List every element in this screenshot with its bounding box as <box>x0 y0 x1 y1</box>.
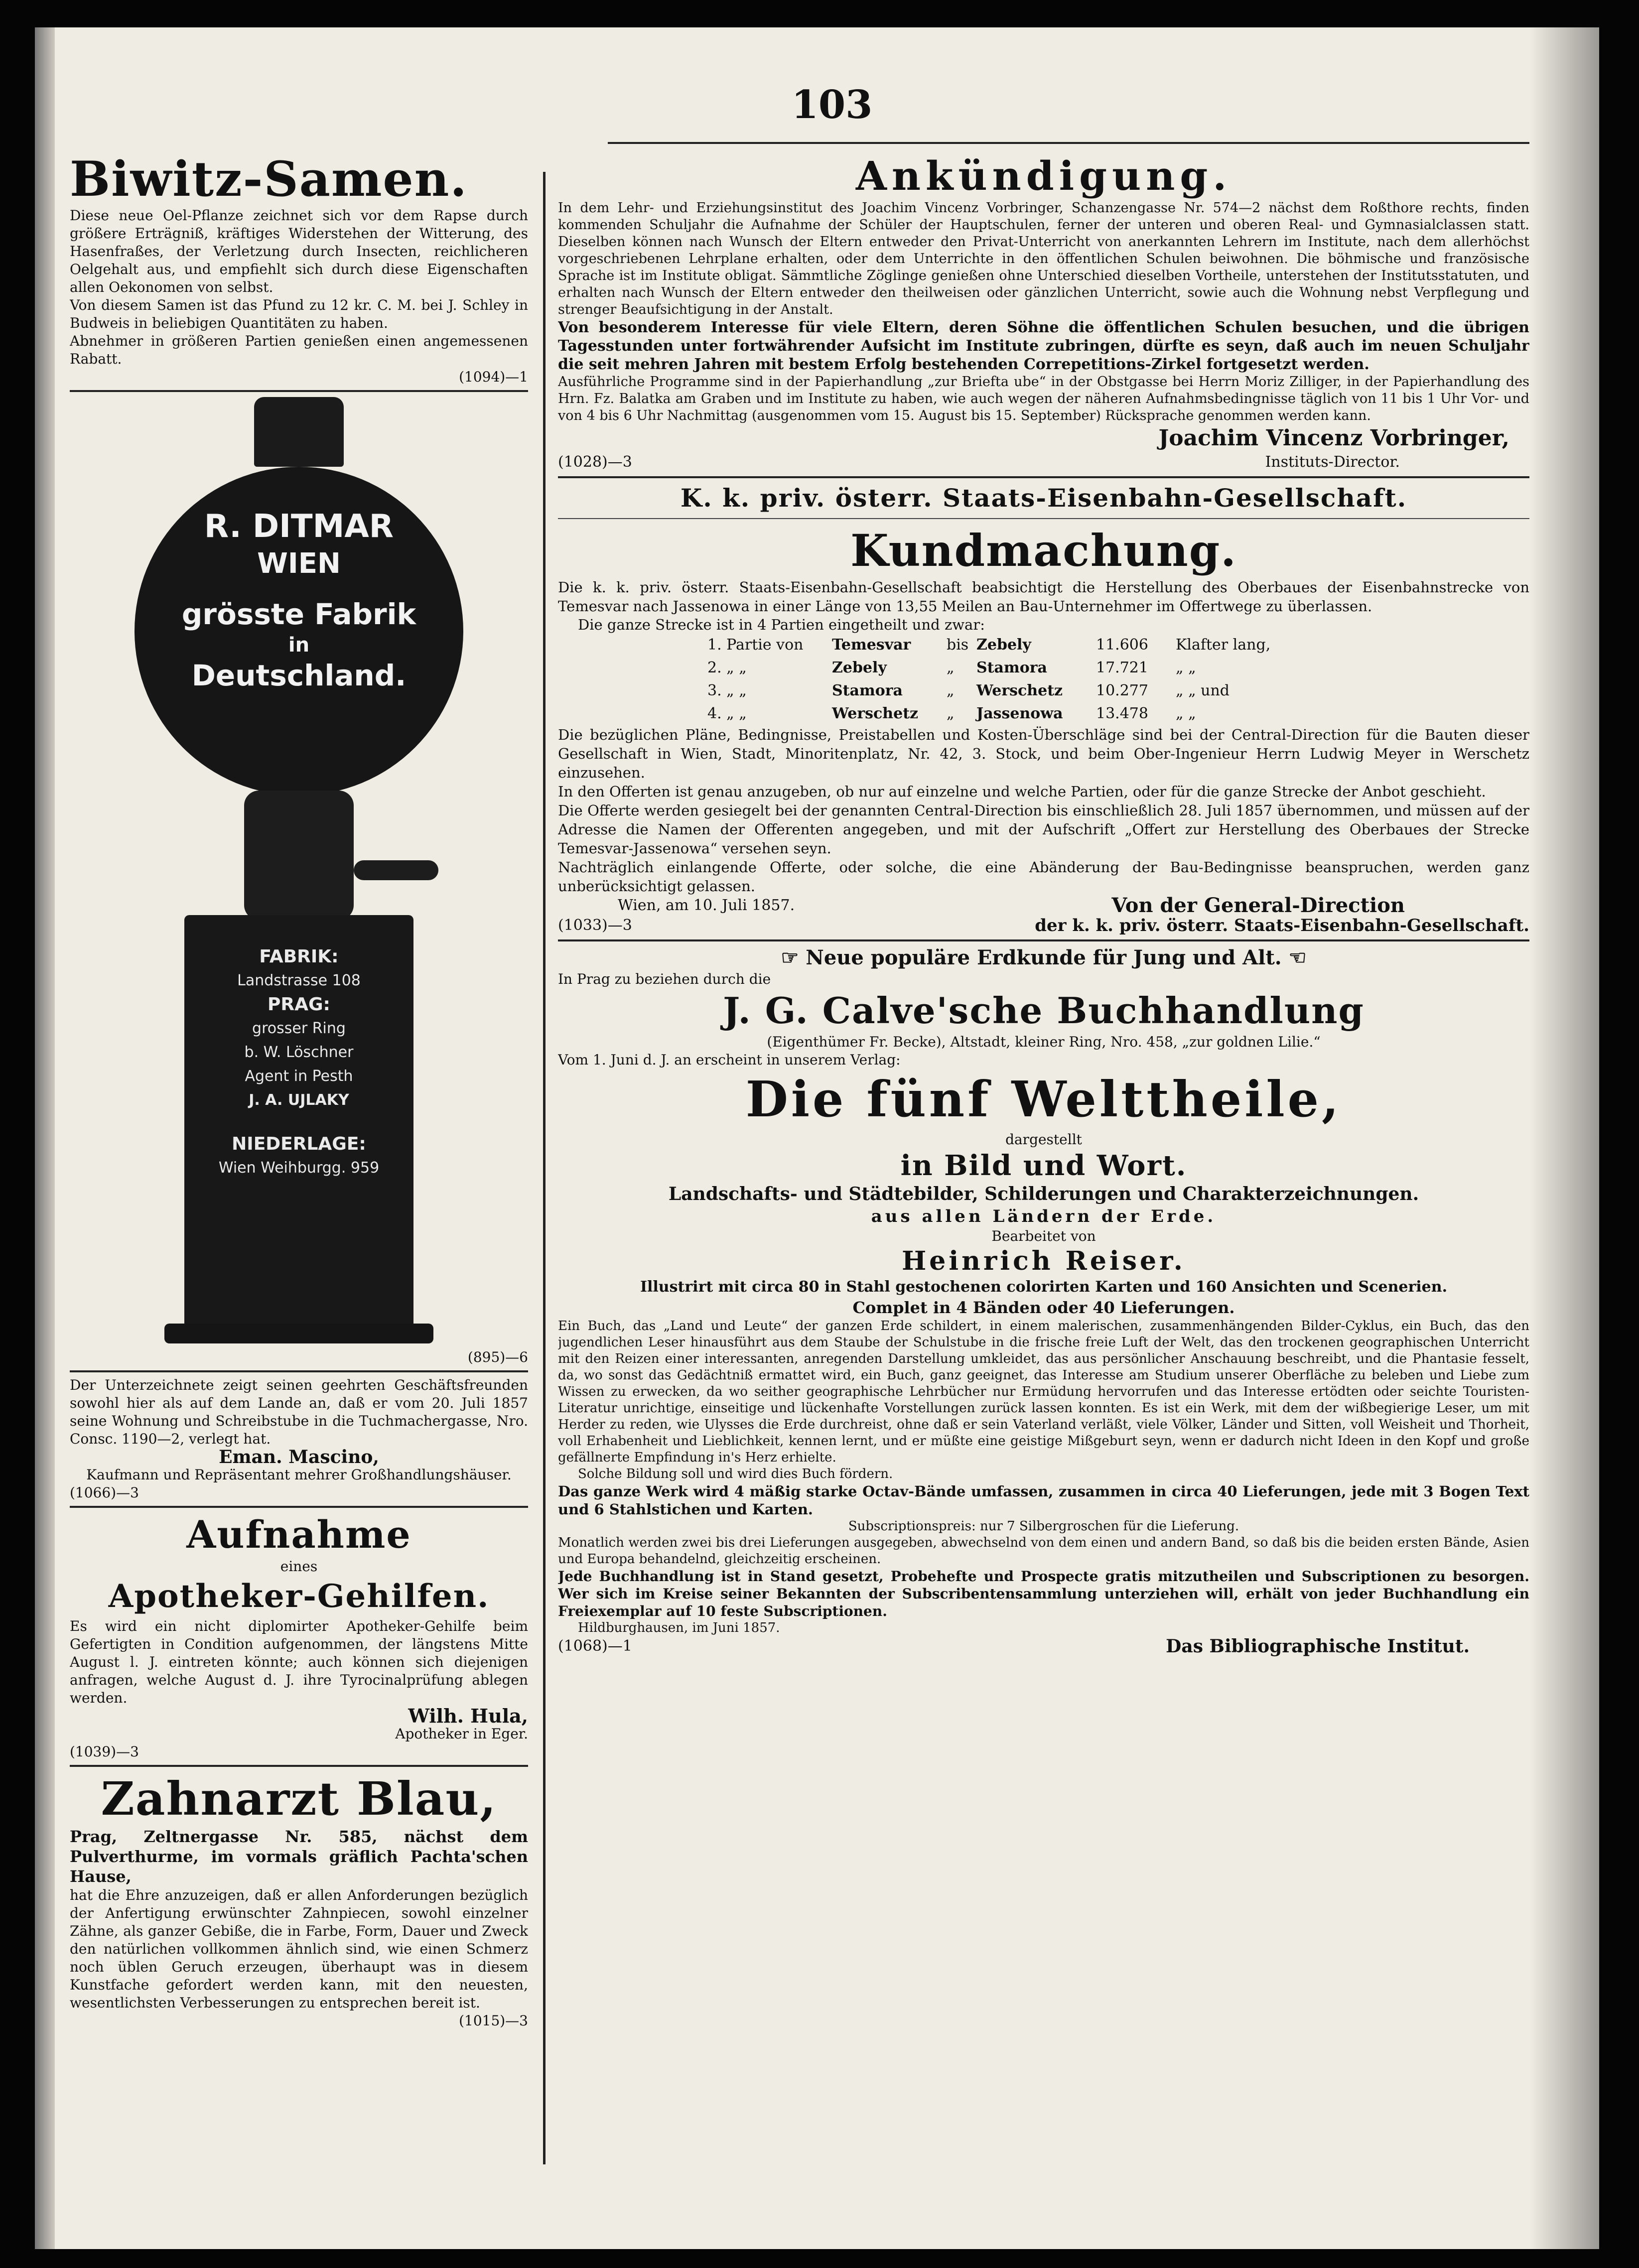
base-line: grosser Ring <box>252 1020 346 1037</box>
table-row <box>707 634 1355 657</box>
erdkunde-complet: Complet in 4 Bänden oder 40 Lieferungen. <box>852 1298 1235 1317</box>
eisenbahn-p4: Nachträglich einlangende Offerte, oder solche, die eine Abänderung der Bau-Bedingnisse beanspruchen, werden ganz unberücksichtigt gelassen. <box>558 859 1529 895</box>
ankuendigung-body3: Ausführliche Programme sind in der Papierhandlung „zur Briefta ube“ in der Obstgasse bei Herrn Moriz Zilliger, in der Papierhandlung des Hrn. Fz. Balatka am Graben und im Institute zu haben, wie auch wegen der näheren Aufnahmsbedingnisse täglich von 11 bis 1 Uhr Vor- und von 4 bis 6 Uhr Nachmittag (ausgenommen vom 15. August bis 15. September) Rücksprache genommen werden kann. <box>558 374 1529 423</box>
mascino-advert <box>70 1376 528 1508</box>
table-cell: Zebely <box>976 636 1031 654</box>
base-line: NIEDERLAGE: <box>232 1134 366 1154</box>
apotheker-eines: eines <box>280 1558 318 1575</box>
table-cell: Jassenowa <box>976 705 1063 722</box>
ankuendigung-body: In dem Lehr- und Erziehungsinstitut des Joachim Vincenz Vorbringer, Schanzengasse Nr. 574—2 nächst dem Roßthore rechts, finden kommenden Schuljahr die Aufnahme der Schüler der Hauptschulen, ferner der unteren und oberen Real- und Gymnasialclassen statt. Dieselben können nach Wunsch der Eltern entweder den Privat-Unterricht von anerkannten Lehrern im Institute, nach dem allerhöchst vorgeschriebenen Lehrplane erhalten, oder dem Unterrichte in den öffentlichen Schulen beiwohnen. Die böhmische und französische Sprache ist im Institute obligat. Sämmtliche Zöglinge genießen ohne Unterschied dieselben Vortheile, unterstehen der Institutsstatuten, und erhalten nach Wunsch der Eltern entweder den theilweisen oder gänzlichen Unterricht, sowie auch die Wohnung nebst Verpflegung und strenger Beaufsichtigung in der Anstalt. <box>558 200 1529 317</box>
pointing-hand-icon: ☜ <box>1281 946 1307 969</box>
ankuendigung-ref: (1028)—3 <box>558 453 632 471</box>
eisenbahn-intro: Die k. k. priv. österr. Staats-Eisenbahn-Gesellschaft beabsichtigt die Herstellung des Oberbaues der Eisenbahnstrecke von Temesvar nach Jassenowa in einer Länge von 13,55 Meilen an Bau-Unternehmer im Offertwege zu überlassen. <box>558 579 1529 615</box>
ditmar-stove-illustration <box>125 397 473 1343</box>
table-cell: Werschetz <box>832 705 919 722</box>
divider <box>558 939 1529 941</box>
right-column <box>558 152 1529 1656</box>
ankuendigung-footer <box>558 452 1529 472</box>
page-fold-shadow <box>1529 27 1599 2249</box>
stove-foot <box>164 1324 433 1343</box>
eisenbahn-footer <box>558 916 1529 935</box>
biwitz-note: Abnehmer in größeren Partien genießen einen angemessenen Rabatt. <box>70 333 528 367</box>
mascino-role: Kaufmann und Repräsentant mehrer Großhandlungshäuser. <box>86 1467 512 1483</box>
erdkunde-bearbeitet: Bearbeitet von <box>991 1228 1096 1244</box>
erdkunde-body: Ein Buch, das „Land und Leute“ der ganzen Erde schildert, in einem malerischen, zusammenhängenden Bilder-Cyklus, ein Buch, das den jugendlichen Leser hinausführt aus dem Staube der Schulstube in die frische freie Luft der Welt, das den trockenen geographischen Unterricht mit den Reizen einer interessanten, anregenden Darstellung umkleidet, das aus persönlicher Anschauung beschreibt, und die Phantasie fesselt, da, wo sonst das Gedächtniß ermattet wird, ein Buch, ganz geeignet, das Interesse am Studium unserer Oberfläche zu beleben und Liebe zum Wissen zu erwecken, da wo seither geographische Lehrbücher nur Ermüdung hervorrufen und das Interesse ertödten oder seichte Touristen-Literatur unrichtige, einseitige und lückenhafte Vorstellungen zurück lassen konnten. Es ist ein Werk, mit dem der wißbegierige Leser, um mit Herder zu reden, wie Ulysses die Erde durchreist, ohne daß er sein Vaterland verläßt, viele Völker, Länder und Sitten, voll Weisheit und Thorheit, voll Erhabenheit und Lieblichkeit, kennen lernt, und er müßte eine geistige Mißgeburt seyn, wenn er dadurch nicht Ideen in den Kopf und große gefällnerte Empfindung in's Herz erhielte. <box>558 1319 1529 1465</box>
apotheker-name: Wilh. Hula, <box>408 1705 528 1727</box>
stove-tap <box>354 860 438 880</box>
disk-line: WIEN <box>257 547 341 580</box>
table-row <box>707 702 1355 725</box>
mascino-body: Der Unterzeichnete zeigt seinen geehrten Geschäftsfreunden sowohl hier als auf dem Lande an, daß er vom 20. Juli 1857 seine Wohnung und Schreibstube in die Tuchmachergasse, Nro. Consc. 1190—2, verlegt hat. <box>70 1377 528 1447</box>
divider <box>558 476 1529 478</box>
binding-gutter <box>35 27 55 2249</box>
erdkunde-illus: Illustrirt mit circa 80 in Stahl gestochenen colorirten Karten und 160 Ansichten und Scenerien. <box>640 1278 1448 1296</box>
table-cell: 13.478 <box>1096 705 1148 722</box>
left-column <box>70 152 528 2030</box>
partien-table <box>558 634 1355 725</box>
table-cell: 3. „ „ <box>707 682 747 699</box>
table-cell: 1. Partie von <box>707 636 804 654</box>
table-cell: „ <box>947 682 955 699</box>
disk-line: Deutschland. <box>191 658 407 692</box>
erdkunde-p5: Monatlich werden zwei bis drei Lieferungen ausgegeben, abwechselnd von dem einen und andern Band, so daß bis die beiden ersten Bände, Asien und Europa behandelnd, gleichzeitig erscheinen. <box>558 1535 1529 1567</box>
eisenbahn-p2: In den Offerten ist genau anzugeben, ob nur auf einzelne und welche Partien, oder für die ganze Strecke der Anbot geschieht. <box>558 783 1486 800</box>
table-cell: Werschetz <box>976 682 1063 699</box>
apotheker-place: Apotheker in Eger. <box>395 1726 528 1742</box>
erdkunde-head: Neue populäre Erdkunde für Jung und Alt. <box>806 946 1282 969</box>
eisenbahn-from1: Von der General-Direction <box>1111 894 1405 917</box>
stove-disk <box>135 467 463 796</box>
table-cell: 17.721 <box>1096 659 1148 676</box>
base-line: Agent in Pesth <box>245 1067 353 1085</box>
biwitz-body: Diese neue Oel-Pflanze zeichnet sich vor dem Rapse durch größere Erträgniß, kräftiges Widerstehen der Witterung, des Hasenfraßes, der Verletzung durch Insecten, reichlicheren Oelgehalt aus, und empfiehlt sich durch diese Eigenschaften allen Oekonomen von selbst. <box>70 207 528 295</box>
biwitz-advert <box>70 152 528 392</box>
stove-cap <box>254 397 344 467</box>
disk-line: grösste Fabrik <box>181 597 416 631</box>
erdkunde-p6: Jede Buchhandlung ist in Stand gesetzt, Probehefte und Prospecte gratis mitzutheilen und Subscriptionen zu besorgen. Wer sich im Kreise seiner Bekannten der Subscribentensammlung unterziehen will, erhält von jeder Buchhandlung ein Freiexemplar auf 10 feste Subscriptionen. <box>558 1568 1529 1619</box>
base-line: FABRIK: <box>259 946 339 967</box>
mascino-name: Eman. Mascino, <box>219 1447 379 1468</box>
erdkunde-sub: In Prag zu beziehen durch die <box>558 971 771 987</box>
biwitz-ref: (1094)—1 <box>459 369 528 385</box>
eisenbahn-title: Kundmachung. <box>850 525 1237 576</box>
table-cell: „ <box>947 659 955 676</box>
erdkunde-dargestellt: dargestellt <box>1005 1131 1082 1148</box>
table-cell: 4. „ „ <box>707 705 747 722</box>
divider <box>558 518 1529 519</box>
apotheker-ref: (1039)—3 <box>70 1743 139 1760</box>
disk-line: R. DITMAR <box>204 508 394 545</box>
base-line: b. W. Löschner <box>244 1044 354 1061</box>
eisenbahn-partien-head: Die ganze Strecke ist in 4 Partien eingetheilt und zwar: <box>578 616 985 633</box>
erdkunde-subtitle: Landschafts- und Städtebilder, Schilderungen und Charakterzeichnungen. <box>668 1184 1419 1204</box>
disk-line: in <box>288 633 310 657</box>
base-line: Wien Weihburgg. 959 <box>218 1159 380 1177</box>
table-cell: „ „ und <box>1176 682 1230 699</box>
erdkunde-ref: (1068)—1 <box>558 1637 632 1655</box>
ankuendigung-body2: Von besonderem Interesse für viele Eltern, deren Söhne die öffentlichen Schulen besuchen, und die übrigen Tagesstunden unter fortwährender Aufsicht im Institute zubringen, dürfte es seyn, daß auch im neuen Schuljahr die seit mehren Jahren mit bestem Erfolg bestehenden Correpetitions-Zirkel fortgesetzt werden. <box>558 319 1529 373</box>
page-number: 103 <box>791 82 873 128</box>
erdkunde-place: Hildburghausen, im Juni 1857. <box>578 1620 780 1635</box>
erdkunde-author: Heinrich Reiser. <box>902 1246 1186 1276</box>
eisenbahn-date: Wien, am 10. Juli 1857. <box>618 897 795 914</box>
table-row <box>707 679 1355 702</box>
base-line: PRAG: <box>268 994 330 1015</box>
ditmar-ref: (895)—6 <box>467 1349 528 1365</box>
ankuendigung-advert <box>558 152 1529 478</box>
erdkunde-advert <box>558 945 1529 1656</box>
apotheker-advert <box>70 1512 528 1767</box>
divider <box>70 1370 528 1372</box>
eisenbahn-company: K. k. priv. österr. Staats-Eisenbahn-Gesellschaft. <box>680 483 1407 513</box>
eisenbahn-p3: Die Offerte werden gesiegelt bei der genannten Central-Direction bis einschließlich 28. Juli 1857 übernommen, und müssen auf der Adresse die Namen der Offerenten angegeben, und mit der Aufschrift „Offert zur Herstellung des Oberbaues der Strecke Temesvar-Jassenowa“ versehen seyn. <box>558 802 1529 857</box>
table-row <box>707 657 1355 679</box>
base-line: Landstrasse 108 <box>237 972 361 989</box>
divider <box>70 1765 528 1767</box>
table-cell: Klafter lang, <box>1176 636 1271 654</box>
erdkunde-p4: Subscriptionspreis: nur 7 Silbergroschen für die Lieferung. <box>848 1519 1239 1534</box>
newspaper-page <box>35 27 1599 2249</box>
divider <box>70 1506 528 1508</box>
stove-base <box>184 915 413 1334</box>
pointing-hand-icon: ☞ <box>781 946 806 969</box>
table-cell: „ „ <box>1176 705 1196 722</box>
erdkunde-aus: aus allen Ländern der Erde. <box>871 1206 1217 1226</box>
erdkunde-issue: Vom 1. Juni d. J. an erscheint in unserem Verlag: <box>558 1052 901 1068</box>
eisenbahn-p1: Die bezüglichen Pläne, Bedingnisse, Preistabellen und Kosten-Überschläge sind bei der Central-Direction für die Bauten dieser Gesellschaft in Wien, Stadt, Minoritenplatz, Nr. 42, 3. Stock, und beim Ober-Ingenieur Herrn Ludwig Meyer in Werschetz einzusehen. <box>558 726 1529 781</box>
eisenbahn-from2: der k. k. priv. österr. Staats-Eisenbahn-Gesellschaft. <box>1035 916 1529 935</box>
erdkunde-footer <box>558 1636 1529 1656</box>
stove-neck <box>244 791 354 920</box>
erdkunde-p3: Das ganze Werk wird 4 mäßig starke Octav-Bände umfassen, zusammen in circa 40 Lieferungen, jede mit 3 Bogen Text und 6 Stahlstichen und Karten. <box>558 1483 1529 1518</box>
ankuendigung-title: Ankündigung. <box>855 152 1232 199</box>
table-cell: „ „ <box>1176 659 1196 676</box>
table-cell: Stamora <box>976 659 1047 676</box>
apotheker-title1: Aufnahme <box>186 1512 411 1557</box>
erdkunde-in-bild: in Bild und Wort. <box>900 1149 1187 1182</box>
zahnarzt-address: Prag, Zeltnergasse Nr. 585, nächst dem Pulverthurme, im vormals gräflich Pachta'schen Hause, <box>70 1827 528 1886</box>
divider <box>70 390 528 392</box>
table-cell: Zebely <box>832 659 887 676</box>
ankuendigung-role: Instituts-Director. <box>1265 453 1400 471</box>
table-cell: bis <box>947 636 969 654</box>
column-divider <box>543 172 546 2164</box>
apotheker-title2: Apotheker-Gehilfen. <box>108 1578 490 1615</box>
mascino-ref: (1066)—3 <box>70 1484 139 1501</box>
erdkunde-firm: J. G. Calve'sche Buchhandlung <box>723 989 1365 1032</box>
zahnarzt-advert <box>70 1771 528 2030</box>
ankuendigung-sign: Joachim Vincenz Vorbringer, <box>1158 425 1509 451</box>
zahnarzt-body: hat die Ehre anzuzeigen, daß er allen Anforderungen bezüglich der Anfertigung erwünschter Zahnpiecen, sowohl einzelner Zähne, als ganzer Gebiße, die in Farbe, Form, Dauer und Zweck den natürlichen vollkommen ähnlich sind, wie einen Schmerz noch üblen Geruch erzeugen, überhaupt was in diesem Kunstfache gefordert werden kann, mit den neuesten, wesentlichsten Verbesserungen zu entsprechen bereit ist. <box>70 1887 528 2011</box>
table-cell: 10.277 <box>1096 682 1148 699</box>
erdkunde-head-row <box>558 945 1529 970</box>
table-cell: Stamora <box>832 682 903 699</box>
table-cell: 11.606 <box>1096 636 1148 654</box>
apotheker-body: Es wird ein nicht diplomirter Apotheker-Gehilfe beim Gefertigten in Condition aufgenommen, der längstens Mitte August l. J. eintreten könnte; auch können sich diejenigen anfragen, welche August d. J. ihre Tyrocinalprüfung ablegen werden. <box>70 1618 528 1706</box>
eisenbahn-advert <box>558 482 1529 941</box>
biwitz-body2: Von diesem Samen ist das Pfund zu 12 kr. C. M. bei J. Schley in Budweis in beliebigen Quantitäten zu haben. <box>70 297 528 331</box>
base-line: J. A. UJLAKY <box>249 1091 349 1109</box>
eisenbahn-ref: (1033)—3 <box>558 917 632 934</box>
header-rule <box>608 142 1529 144</box>
zahnarzt-title: Zahnarzt Blau, <box>101 1772 497 1826</box>
erdkunde-owner: (Eigenthümer Fr. Becke), Altstadt, kleiner Ring, Nro. 458, „zur goldnen Lilie.“ <box>767 1034 1321 1050</box>
erdkunde-title: Die fünf Welttheile, <box>745 1071 1342 1128</box>
erdkunde-sign: Das Bibliographische Institut. <box>1166 1636 1470 1656</box>
table-cell: 2. „ „ <box>707 659 747 676</box>
zahnarzt-ref: (1015)—3 <box>459 2012 528 2029</box>
table-cell: „ <box>947 705 955 722</box>
biwitz-title: Biwitz-Samen. <box>70 152 468 207</box>
eisenbahn-sign-row <box>558 896 1529 916</box>
table-cell: Temesvar <box>832 636 911 654</box>
erdkunde-p2: Solche Bildung soll und wird dies Buch fördern. <box>578 1467 893 1481</box>
